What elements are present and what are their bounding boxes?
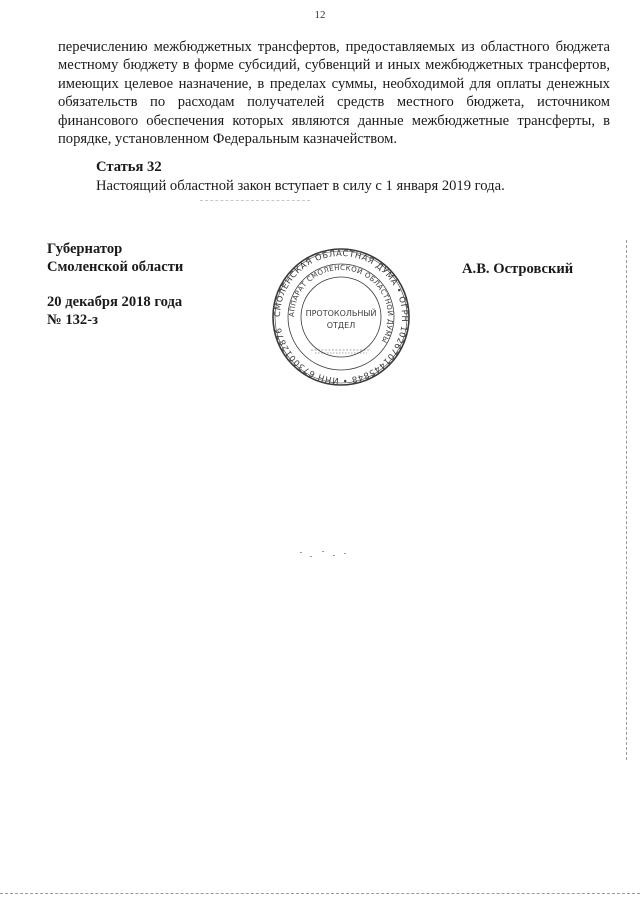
law-number: № 132-з xyxy=(47,312,98,328)
seal-center-line1: ПРОТОКОЛЬНЫЙ xyxy=(305,309,377,318)
page-number: 12 xyxy=(314,9,326,21)
scan-faint-line xyxy=(200,200,310,201)
law-date: 20 декабря 2018 года xyxy=(47,294,183,310)
scan-speckle xyxy=(300,552,302,553)
signer-name: А.В. Островский xyxy=(462,261,574,277)
body-paragraph xyxy=(58,38,610,148)
scan-speckle xyxy=(344,553,346,554)
official-seal-stamp xyxy=(271,247,411,387)
scan-speckle xyxy=(333,555,335,556)
scan-speckle xyxy=(322,551,324,552)
scan-bottom-edge xyxy=(0,893,640,894)
signer-position-line1: Губернатор xyxy=(47,241,123,257)
body-line: трансфертов, имеющих целевое назначение, в пределах суммы, необходимой для xyxy=(58,57,610,92)
body-line: перечислению межбюджетных трансфертов, предоставляемых из областного xyxy=(58,39,550,55)
seal-center-line2: ОТДЕЛ xyxy=(326,321,356,330)
seal-inner-text: АППАРАТ СМОЛЕНСКОЙ ОБЛАСТНОЙ ДУМЫ xyxy=(287,263,395,345)
article-title: Статья 32 xyxy=(96,159,162,175)
body-line: трансферты, в порядке, установленном Федеральным казначейством. xyxy=(58,112,610,148)
signer-position-line2: Смоленской области xyxy=(47,259,184,275)
body-line: оплаты денежных обязательств по расходам получателей средств местного бюджета, xyxy=(58,75,610,111)
scan-right-edge xyxy=(626,240,627,760)
body-line: бюджета местному бюджету в форме субсидий, субвенций и иных межбюджетных xyxy=(58,39,610,74)
article-text: Настоящий областной закон вступает в силу с 1 января 2019 года. xyxy=(96,178,505,194)
scan-speckle xyxy=(310,556,312,557)
seal-outer-text: СМОЛЕНСКАЯ ОБЛАСТНАЯ ДУМА • ОГРН 1026701445848 • ИНН 6730012876 xyxy=(271,247,411,387)
body-line: источником финансового обеспечения которых являются данные межбюджетные xyxy=(58,94,610,129)
